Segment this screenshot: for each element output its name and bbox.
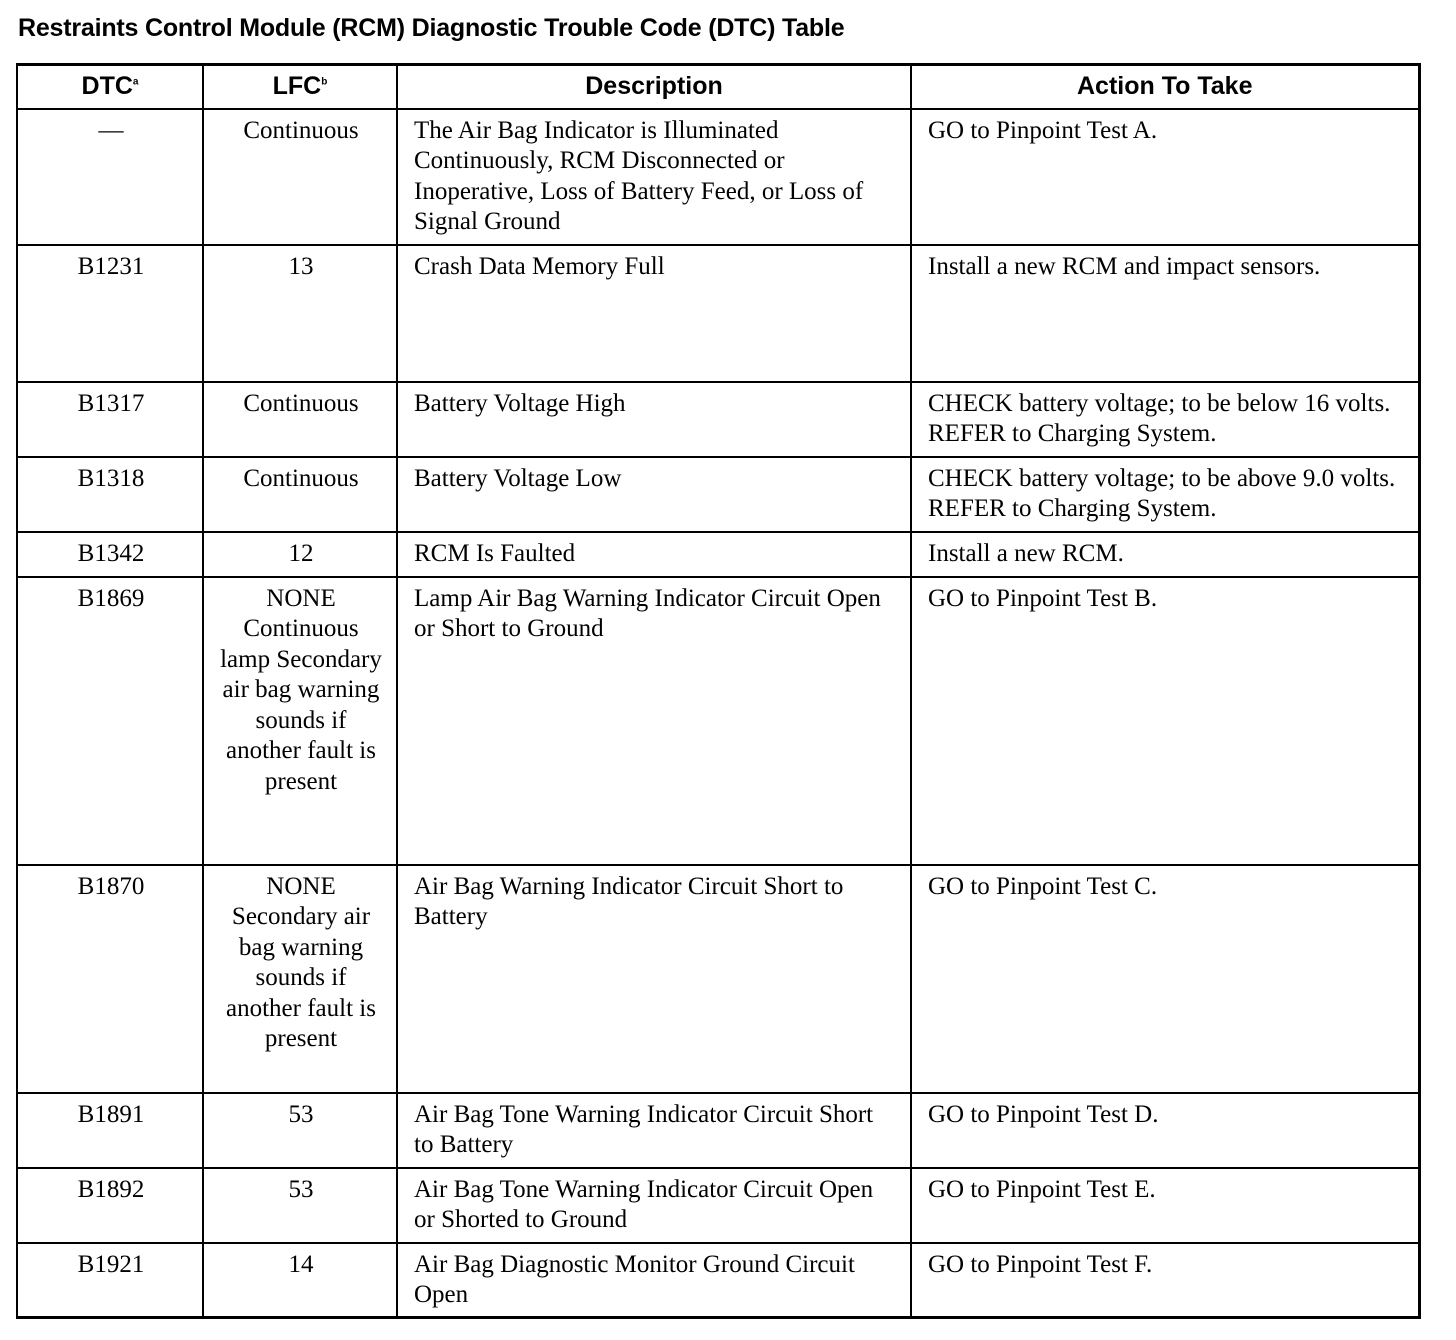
lfc-cell: 13 xyxy=(203,245,397,382)
dtc-cell: B1342 xyxy=(17,532,203,577)
dtc-cell: B1231 xyxy=(17,245,203,382)
dtc-cell: B1317 xyxy=(17,382,203,457)
header-action: Action To Take xyxy=(911,65,1419,109)
table-header-row xyxy=(17,65,1419,109)
table-row xyxy=(17,457,1419,532)
action-cell: GO to Pinpoint Test E. xyxy=(911,1168,1419,1243)
description-cell: The Air Bag Indicator is Illuminated Continuously, RCM Disconnected or Inoperative, Loss of Battery Feed, or Loss of Signal Ground xyxy=(397,109,911,245)
description-cell: Air Bag Warning Indicator Circuit Short to Battery xyxy=(397,865,911,1093)
lfc-cell: 53 xyxy=(203,1093,397,1168)
action-cell: Install a new RCM and impact sensors. xyxy=(911,245,1419,382)
dtc-cell: — xyxy=(17,109,203,245)
description-cell: Air Bag Diagnostic Monitor Ground Circuit Open xyxy=(397,1243,911,1318)
table-row xyxy=(17,577,1419,865)
table-row xyxy=(17,532,1419,577)
action-cell: GO to Pinpoint Test B. xyxy=(911,577,1419,865)
lfc-cell: Continuous xyxy=(203,457,397,532)
description-cell: RCM Is Faulted xyxy=(397,532,911,577)
action-cell: GO to Pinpoint Test A. xyxy=(911,109,1419,245)
table-row xyxy=(17,382,1419,457)
description-cell: Battery Voltage High xyxy=(397,382,911,457)
page-title: Restraints Control Module (RCM) Diagnostic Trouble Code (DTC) Table xyxy=(18,14,845,42)
lfc-cell: 53 xyxy=(203,1168,397,1243)
header-lfc-label: LFC xyxy=(272,72,322,101)
table-row xyxy=(17,1243,1419,1318)
header-lfc-footnote: b xyxy=(321,76,328,88)
description-cell: Air Bag Tone Warning Indicator Circuit Short to Battery xyxy=(397,1093,911,1168)
dtc-table xyxy=(16,63,1421,1319)
table-row xyxy=(17,865,1419,1093)
table-row xyxy=(17,245,1419,382)
description-cell: Battery Voltage Low xyxy=(397,457,911,532)
action-cell: Install a new RCM. xyxy=(911,532,1419,577)
description-cell: Air Bag Tone Warning Indicator Circuit Open or Shorted to Ground xyxy=(397,1168,911,1243)
action-cell: GO to Pinpoint Test D. xyxy=(911,1093,1419,1168)
dtc-cell: B1921 xyxy=(17,1243,203,1318)
description-cell: Lamp Air Bag Warning Indicator Circuit Open or Short to Ground xyxy=(397,577,911,865)
lfc-cell: 12 xyxy=(203,532,397,577)
action-cell: GO to Pinpoint Test C. xyxy=(911,865,1419,1093)
lfc-cell: Continuous xyxy=(203,109,397,245)
dtc-cell: B1870 xyxy=(17,865,203,1093)
table-row xyxy=(17,109,1419,245)
header-lfc xyxy=(203,65,397,109)
description-cell: Crash Data Memory Full xyxy=(397,245,911,382)
lfc-cell: NONE Secondary air bag warning sounds if another fault is present xyxy=(203,865,397,1093)
action-cell: GO to Pinpoint Test F. xyxy=(911,1243,1419,1318)
table-row xyxy=(17,1093,1419,1168)
header-dtc-footnote: a xyxy=(132,76,139,88)
dtc-cell: B1892 xyxy=(17,1168,203,1243)
action-cell: CHECK battery voltage; to be below 16 volts. REFER to Charging System. xyxy=(911,382,1419,457)
header-dtc-label: DTC xyxy=(81,72,133,101)
lfc-cell: 14 xyxy=(203,1243,397,1318)
action-cell: CHECK battery voltage; to be above 9.0 volts. REFER to Charging System. xyxy=(911,457,1419,532)
header-description: Description xyxy=(397,65,911,109)
dtc-cell: B1869 xyxy=(17,577,203,865)
table-row xyxy=(17,1168,1419,1243)
dtc-cell: B1891 xyxy=(17,1093,203,1168)
lfc-cell: Continuous xyxy=(203,382,397,457)
header-dtc xyxy=(17,65,203,109)
lfc-cell: NONE Continuous lamp Secondary air bag warning sounds if another fault is present xyxy=(203,577,397,865)
dtc-cell: B1318 xyxy=(17,457,203,532)
